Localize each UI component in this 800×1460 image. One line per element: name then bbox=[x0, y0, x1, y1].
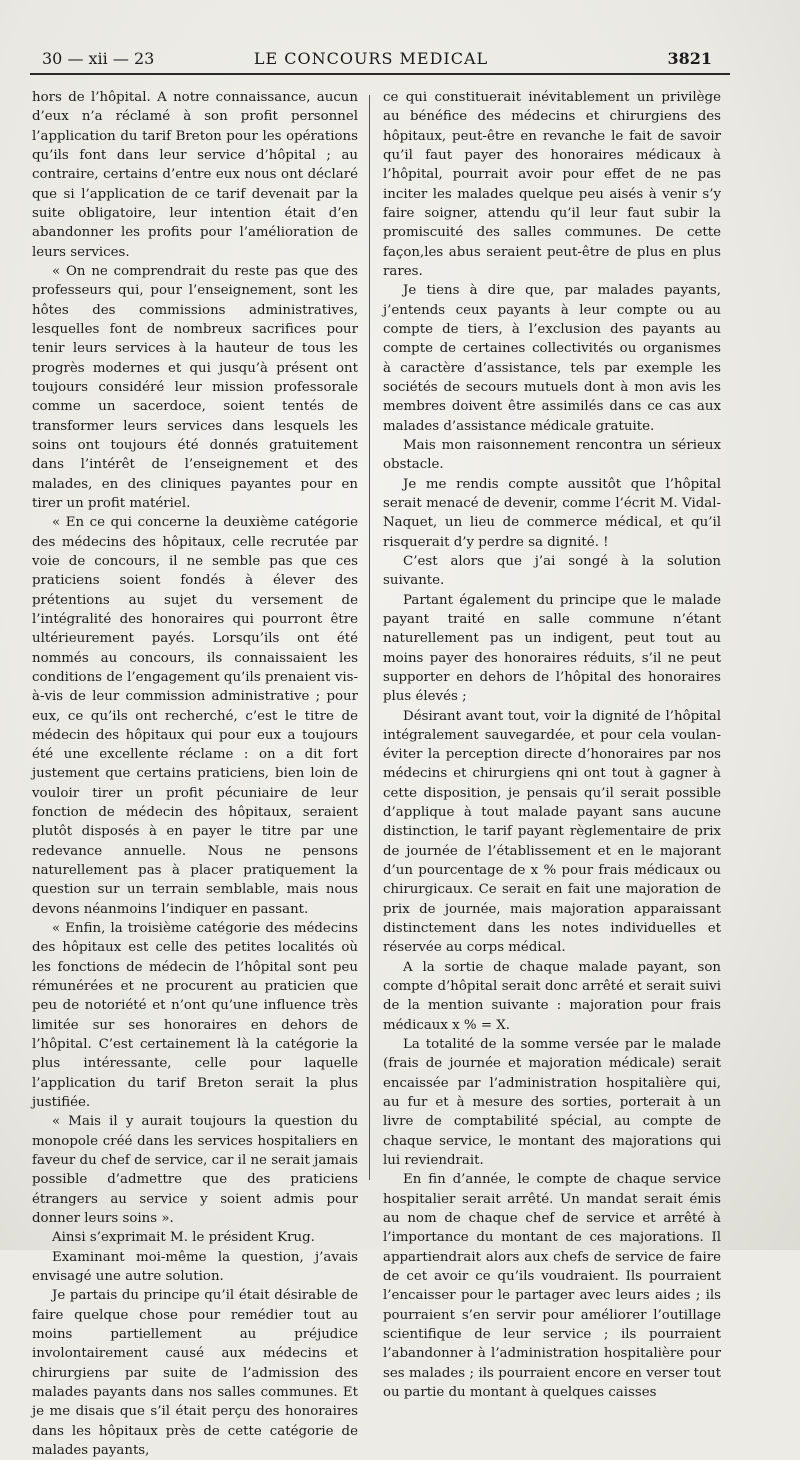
paragraph: Désirant avant tout, voir la dignité de l’hôpital intégralement sauvegardée, et pour cela voulan- éviter la perception directe d’honoraires par nos médecins et chirurgiens qni ont tout à gagner à cette disposition, je pensais qu’il serait possible d’applique à tout malade payant sans aucune distinction, le tarif payant règlementaire de prix de journée de l’établissement et en le majorant d’un pourcentage de x % pour frais médicaux ou chirurgicaux. Ce serait en fait une majoration de prix de journée, mais majoration apparaissant distinctement dans les notes individuelles et réservée au corps médical. bbox=[383, 708, 721, 956]
paragraph: En fin d’année, le compte de chaque service hospitalier serait arrêté. Un mandat serait émis au nom de chaque chef de service et arrêté à l’importance du montant de ces majorations. Il appartiendrait alors aux chefs de service de faire de cet avoir ce qu’ils voudraient. Ils pourraient l’encaisser pour le partager avec leurs aides ; ils pourraient s’en servir pour améliorer l’outillage scientifique de leur service ; ils pourraient l’abandonner à l’administration hospitalière pour ses malades ; ils pourraient encore en verser tout ou partie du montant à quelques caisses bbox=[383, 1172, 721, 1400]
paragraph: C’est alors que j’ai songé à la solution suivante. bbox=[383, 553, 721, 589]
journal-title: LE CONCOURS MEDICAL bbox=[253, 49, 489, 68]
page-number: 3821 bbox=[667, 49, 712, 68]
paragraph: « On ne comprendrait du reste pas que des professeurs qui, pour l’enseignement, sont les hôtes des commissions administratives, lesquelles font de nombreux sacrifices pour tenir leurs services à la hauteur de tous les progrès modernes et qui jusqu’à présent ont toujours considéré leur mission professorale comme un sacerdoce, soient tentés de transformer leurs services dans lesquels les soins ont toujours été donnés gratuitement dans l’intérêt de l’enseignement et des malades, en des cliniques payantes pour en tirer un profit matériel. bbox=[32, 263, 358, 511]
paragraph: hors de l’hôpital. A notre connaissance, aucun d’eux n’a réclamé à son profit personnel l’application du tarif Breton pour les opérations qu’ils font dans leur service d’hôpital ; au contraire, certains d’entre eux nous ont déclaré que si l’application de ce tarif devenait par la suite obligatoire, leur intention était d’en abandonner les profits pour l’amélioration de leurs services. bbox=[32, 90, 358, 260]
issue-date: 30 — xii — 23 bbox=[42, 49, 155, 68]
header-rule bbox=[30, 73, 730, 75]
paragraph: A la sortie de chaque malade payant, son compte d’hôpital serait donc arrêté et serait suivi de la mention suivante : majoration pour frais médicaux x % = X. bbox=[383, 959, 721, 1033]
paragraph: Je tiens à dire que, par malades payants, j’entends ceux payants à leur compte ou au compte de tiers, à l’exclusion des payants au compte de certaines collectivités ou organismes à caractère d’assistance, tels par exemple les sociétés de secours mutuels dont à mon avis les membres doivent être assimilés dans ce cas aux malades d’assistance médicale gratuite. bbox=[383, 283, 721, 434]
paragraph: La totalité de la somme versée par le malade (frais de journée et majoration médicale) serait encaissée par l’administration hospitalière qui, au fur et à mesure des sorties, porterait à un livre de comptabilité spécial, au compte de chaque service, le montant des majorations qui lui reviendrait. bbox=[383, 1037, 721, 1169]
paragraph: Ainsi s’exprimait M. le président Krug. bbox=[52, 1230, 315, 1246]
paragraph: Je partais du principe qu’il était désirable de faire quelque chose pour remédier tout au moins partiellement au préjudice involontairement causé aux médecins et chirurgiens par suite de l’admission des malades payants dans nos salles communes. Et je me disais que s’il était perçu des honoraires dans les hôpitaux près de cette catégorie de malades payants, bbox=[32, 1288, 358, 1458]
left-column bbox=[32, 88, 358, 1460]
paragraph: Mais mon raisonnement rencontra un sérieux obstacle. bbox=[383, 437, 721, 473]
paragraph: Partant également du principe que le malade payant traité en salle commune n’étant naturellement pas un indigent, peut tout au moins payer des honoraires réduits, s’il ne peut supporter en dehors de l’hôpital des honoraires plus élevés ; bbox=[383, 592, 721, 705]
paragraph: Examinant moi-même la question, j’avais envisagé une autre solution. bbox=[32, 1249, 358, 1285]
running-header bbox=[30, 49, 712, 71]
paragraph: « Mais il y aurait toujours la question du monopole créé dans les services hospitaliers en faveur du chef de service, car il ne serait jamais possible d’admettre que des praticiens étrangers au service y soient admis pour donner leurs soins ». bbox=[32, 1114, 358, 1227]
column-divider bbox=[369, 95, 370, 1180]
paragraph: ce qui constituerait inévitablement un privilège au bénéfice des médecins et chirurgiens des hôpitaux, peut-être en revanche le fait de savoir qu’il faut payer des honoraires médicaux à l’hôpital, pourrait avoir pour effet de ne pas inciter les malades quelque peu aisés à venir s’y faire soigner, attendu qu’il leur faut subir la promiscuité des salles communes. De cette façon,les abus seraient peut-être de plus en plus rares. bbox=[383, 90, 721, 279]
paragraph: Je me rendis compte aussitôt que l’hôpital serait menacé de devenir, comme l’écrit M. Vidal-Naquet, un lieu de commerce médical, et qu’il risquerait d’y perdre sa dignité. ! bbox=[383, 476, 721, 550]
right-column bbox=[383, 88, 721, 1402]
paragraph: « Enfin, la troisième catégorie des médecins des hôpitaux est celle des petites localités où les fonctions de médecin de l’hôpital sont peu rémunérées et ne procurent au praticien que peu de notoriété et n’ont qu’une influence très limitée sur ses honoraires en dehors de l’hôpital. C’est certainement là la catégorie la plus intéressante, celle pour laquelle l’application du tarif Breton serait la plus justifiée. bbox=[32, 921, 358, 1111]
paragraph: « En ce qui concerne la deuxième catégorie des médecins des hôpitaux, celle recrutée par voie de concours, il ne semble pas que ces praticiens soient fondés à élever des prétentions au sujet du versement de l’intégralité des honoraires qui pourront être ultérieurement payés. Lorsqu’ils ont été nommés au concours, ils connaissaient les conditions de l’engagement qu’ils prenaient vis-à-vis de leur commission administrative ; pour eux, ce qu’ils ont recherché, c’est le titre de médecin des hôpitaux qui pour eux a toujours été une excellente réclame : on a dit fort justement que certains praticiens, bien loin de vouloir tirer un profit pécuniaire de leur fonction de médecin des hôpitaux, seraient plutôt disposés à en payer le titre par une redevance annuelle. Nous ne pensons naturellement pas à placer pratiquement la question sur un terrain semblable, mais nous devons néanmoins l’indiquer en passant. bbox=[32, 515, 358, 917]
